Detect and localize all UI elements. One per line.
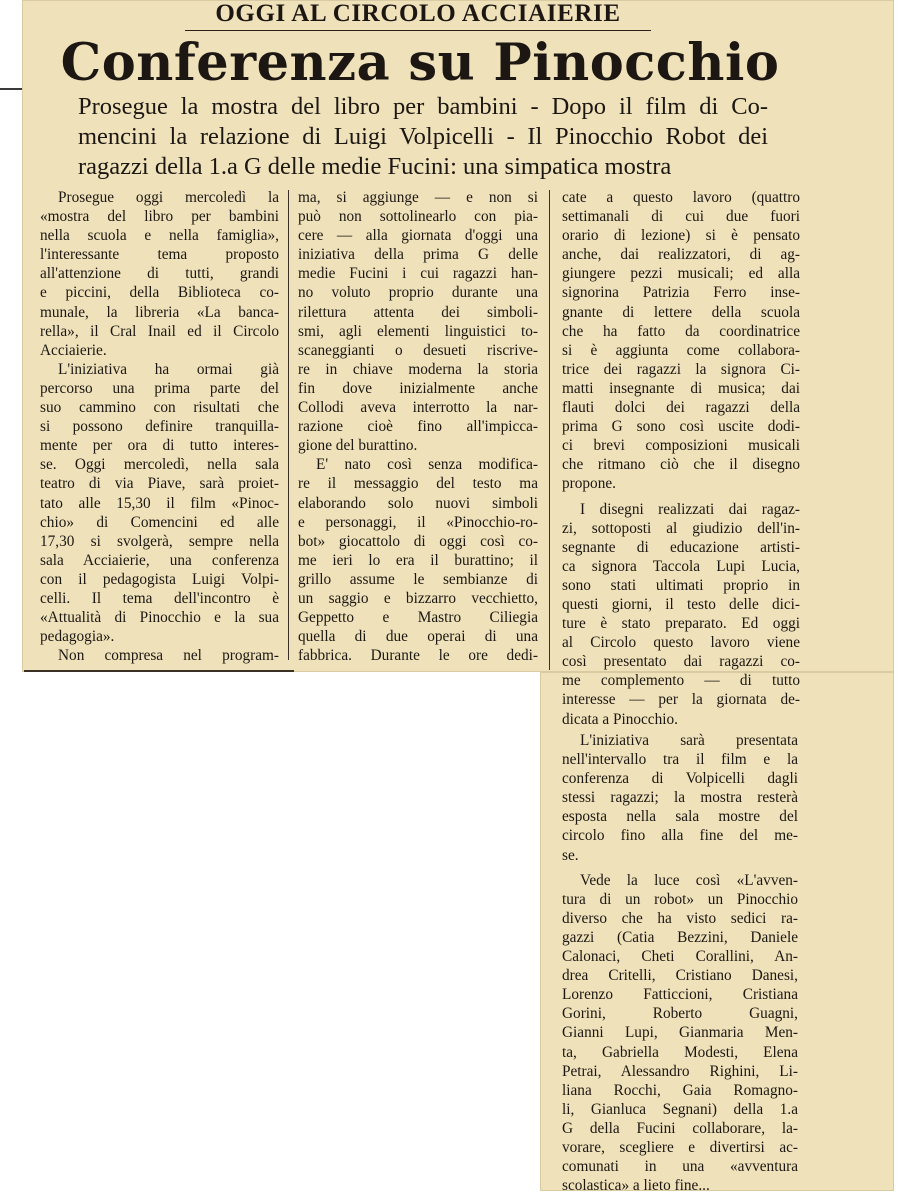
text-line: Vede la luce così «L'avven- [580, 871, 798, 889]
text-line: un saggio e bizzarro vecchietto, [298, 589, 538, 607]
text-line: flauti dolci dei ragazzi della [562, 399, 800, 417]
text-line: signorina Patrizia Ferro inse- [562, 284, 800, 302]
text-line: Lorenzo Fatticcioni, Cristiana [562, 986, 798, 1004]
column-rule [288, 190, 289, 660]
text-line: ta, Gabriella Modesti, Elena [562, 1043, 798, 1061]
text-line: al Circolo questo lavoro viene [562, 634, 800, 652]
text-line: li, Gianluca Segnani) della 1.a [562, 1100, 798, 1118]
text-line: interesse — per la giornata de- [562, 691, 800, 709]
text-line: sala Acciaierie, una conferenza [40, 551, 279, 569]
text-line: vorare, scegliere e divertirsi ac- [562, 1138, 798, 1156]
text-line: cate a questo lavoro (quattro [562, 189, 800, 206]
text-line: I disegni realizzati dai ragaz- [580, 500, 800, 518]
text-line: fin dove inizialmente anche [298, 379, 538, 397]
text-line: e personaggi, il «Pinocchio-ro- [298, 513, 538, 531]
text-line: liana Rocchi, Gaia Romagno- [562, 1081, 798, 1099]
text-line: Acciaierie. [40, 341, 107, 359]
text-line: circolo fino alla fine del me- [562, 827, 798, 845]
text-line: bot» giocattolo di oggi così co- [298, 532, 538, 550]
text-line: Petrai, Alessandro Righini, Li- [562, 1062, 798, 1080]
text-line: no voluto proprio durante una [298, 284, 538, 302]
article-column-3 [562, 188, 800, 729]
text-line: iniziativa della prima G delle [298, 246, 538, 264]
text-line: trice dei ragazzi la signora Ci- [562, 360, 800, 378]
text-line: Collodi aveva interrotto la nar- [298, 399, 538, 417]
text-line: giungere pezzi musicali; ed alla [562, 265, 800, 283]
text-line: così presentato dai ragazzi co- [562, 653, 800, 671]
text-line: Prosegue oggi mercoledì la [58, 189, 279, 206]
text-line: ma, si aggiunge — e non si [298, 189, 538, 206]
text-line: si è aggiunta come collabora- [562, 341, 800, 359]
scan-margin [0, 0, 22, 1191]
text-line: anche, dai realizzatori, di ag- [562, 246, 800, 264]
text-line: e piccini, della Biblioteca co- [40, 284, 279, 302]
text-line: con il pedagogista Luigi Volpi- [40, 570, 279, 588]
bottom-rule [24, 670, 294, 672]
text-line: munale, la libreria «La banca- [40, 303, 279, 321]
text-line: suo cammino con risultati che [40, 399, 279, 417]
text-line: settimanali di cui due fuori [562, 208, 800, 226]
text-line: che ha fatto da coordinatrice [562, 322, 800, 340]
text-line: gione del burattino. [298, 437, 418, 455]
text-line: nell'intervallo tra il film e la [562, 751, 798, 769]
text-line: ci brevi composizioni musicali [562, 437, 800, 455]
text-line: scolastica» a lieto fine... [562, 1177, 710, 1195]
text-line: rella», il Cral Inail ed il Circolo [40, 322, 279, 340]
article-column-1 [40, 188, 279, 665]
deck-line: ragazzi della 1.a G delle medie Fucini: una simpatica mostra [78, 153, 672, 180]
text-line: orario di lezione) si è pensato [562, 227, 800, 245]
text-line: «Attualità di Pinocchio e la sua [40, 609, 279, 627]
text-line: conferenza di Volpicelli dagli [562, 770, 798, 788]
text-line: gazzi (Catia Bezzini, Daniele [562, 928, 798, 946]
text-line: re il messaggio del testo ma [298, 475, 538, 493]
text-line: drea Critelli, Cristiano Danesi, [562, 967, 798, 985]
text-line: mente per ora di tutto interes- [40, 437, 279, 455]
text-line: l'interessante tema proposto [40, 246, 279, 264]
text-line: smi, agli elementi linguistici to- [298, 322, 538, 340]
text-line: E' nato così senza modifica- [316, 456, 538, 474]
kicker-heading: OGGI AL CIRCOLO ACCIAIERIE [185, 0, 651, 31]
text-line: teatro di via Piave, sarà proiet- [40, 475, 279, 493]
text-line: elaborando solo nuovi simboli [298, 494, 538, 512]
text-line: tura di un robot» un Pinocchio [562, 890, 798, 908]
deck-subheading [78, 92, 768, 182]
text-line: che ritmano ciò che il disegno [562, 456, 800, 474]
text-line: rilettura attenta dei simboli- [298, 303, 538, 321]
text-line: all'attenzione di tutti, grandi [40, 265, 279, 283]
deck-line: mencini la relazione di Luigi Volpicelli - Il Pinocchio Robot dei [78, 123, 768, 150]
text-line: re in chiave moderna la storia [298, 360, 538, 378]
scan-margin-rule [0, 88, 22, 90]
text-line: me ieri lo era il burattino; il [298, 551, 538, 569]
article-column-3-continued [562, 731, 798, 1195]
deck-line: Prosegue la mostra del libro per bambini - Dopo il film di Co- [78, 93, 768, 120]
text-line: dicata a Pinocchio. [562, 710, 678, 728]
text-line: G della Fucini collaborare, la- [562, 1119, 798, 1137]
text-line: «mostra del libro per bambini [40, 208, 279, 226]
text-line: esposta nella sala mostre del [562, 808, 798, 826]
text-line: sono stati ultimati proprio in [562, 576, 800, 594]
text-line: tato alle 15,30 il film «Pinoc- [40, 494, 279, 512]
text-line: me complemento — di tutto [562, 672, 800, 690]
text-line: se. Oggi mercoledì, nella sala [40, 456, 279, 474]
headline: Conferenza su Pinocchio [60, 33, 780, 93]
text-line: percorso una prima parte del [40, 379, 279, 397]
text-line: cere — alla giornata d'oggi una [298, 227, 538, 245]
text-line: Calonaci, Cheti Corallini, An- [562, 948, 798, 966]
text-line: propone. [562, 475, 616, 493]
text-line: se. [562, 846, 579, 864]
article-column-2 [298, 188, 538, 665]
text-line: scaneggianti o desueti riscrive- [298, 341, 538, 359]
text-line: nella scuola e nella famiglia», [40, 227, 279, 245]
text-line: segnante di educazione artisti- [562, 538, 800, 556]
text-line: Gianni Lupi, Gianmaria Men- [562, 1024, 798, 1042]
text-line: grillo assume le sembianze di [298, 570, 538, 588]
text-line: Non compresa nel program- [58, 647, 279, 665]
text-line: matti insegnante di musica; dai [562, 379, 800, 397]
text-line: diverso che ha visto sedici ra- [562, 909, 798, 927]
text-line: celli. Il tema dell'incontro è [40, 589, 279, 607]
text-line: questi giorni, il testo delle dici- [562, 595, 800, 613]
text-line: gnante di lettere della scuola [562, 303, 800, 321]
text-line: quella di due operai di una [298, 628, 538, 646]
text-line: stessi ragazzi; la mostra resterà [562, 789, 798, 807]
text-line: Gorini, Roberto Guagni, [562, 1005, 798, 1023]
text-line: 17,30 si svolgerà, sempre nella [40, 532, 279, 550]
text-line: si possono definire tranquilla- [40, 418, 279, 436]
text-line: pedagogia». [40, 628, 115, 646]
text-line: L'iniziativa sarà presentata [580, 732, 798, 749]
text-line: razione cioè fino all'impicca- [298, 418, 538, 436]
text-line: prima G sono così uscite dodi- [562, 418, 800, 436]
text-line: Geppetto e Mastro Ciliegia [298, 609, 538, 627]
text-line: zi, sottoposti al giudizio dell'in- [562, 519, 800, 537]
column-rule [549, 190, 550, 670]
text-line: medie Fucini i cui ragazzi han- [298, 265, 538, 283]
text-line: L'iniziativa ha ormai già [58, 360, 279, 378]
text-line: fabbrica. Durante le ore dedi- [298, 647, 538, 665]
text-line: chio» di Comencini ed alle [40, 513, 279, 531]
text-line: ture è stato preparato. Ed oggi [562, 615, 800, 633]
text-line: può non sottolinearlo con pia- [298, 208, 538, 226]
text-line: ca signora Taccola Lupi Lucia, [562, 557, 800, 575]
text-line: comunati in una «avventura [562, 1158, 798, 1176]
